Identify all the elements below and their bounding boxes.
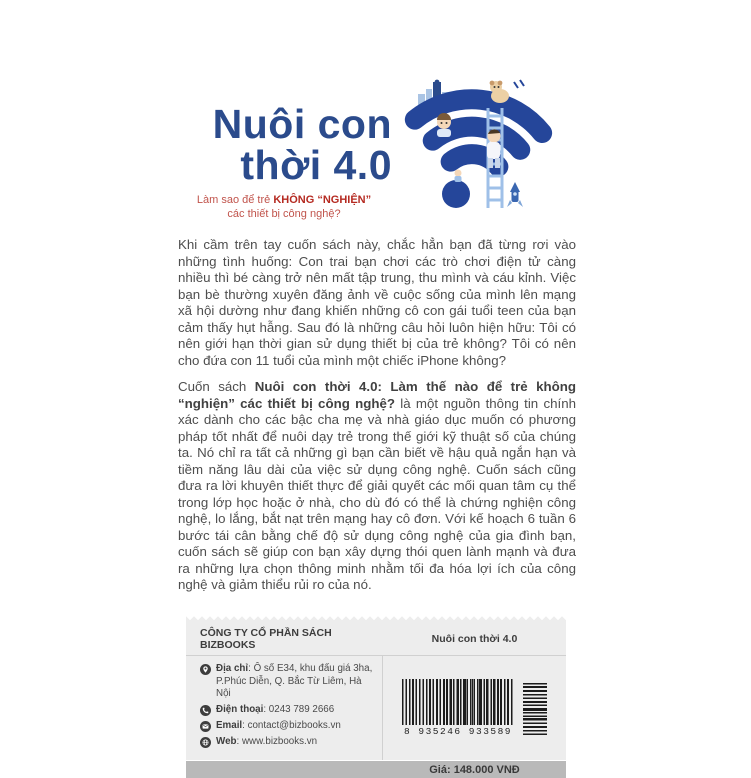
contact-email bbox=[200, 720, 374, 733]
footer-header-row bbox=[186, 622, 566, 656]
contact-value: : Ô số E34, khu đấu giá 3ha, P.Phúc Diễn, Q. Bắc Từ Liêm, Hà Nội bbox=[216, 663, 373, 699]
email-icon bbox=[200, 721, 211, 732]
subtitle-line2: các thiết bị công nghệ? bbox=[227, 208, 341, 220]
barcode-number: 8 935246 933589 bbox=[403, 726, 512, 737]
contact-web bbox=[200, 736, 374, 749]
location-icon bbox=[200, 664, 211, 675]
contact-label: Email bbox=[216, 720, 243, 731]
subtitle-emphasis: KHÔNG “NGHIỆN” bbox=[273, 194, 372, 206]
book-title-line1: Nuôi con bbox=[212, 101, 392, 147]
footer-book-title: Nuôi con thời 4.0 bbox=[431, 632, 518, 645]
rocket-icon bbox=[507, 182, 523, 207]
phone-icon bbox=[200, 705, 211, 716]
book-subtitle bbox=[176, 193, 392, 221]
subtitle-prefix: Làm sao để trẻ bbox=[196, 194, 274, 206]
contact-list bbox=[186, 656, 383, 760]
contact-value: : www.bizbooks.vn bbox=[236, 736, 318, 747]
price-bar bbox=[186, 761, 566, 778]
footer-columns bbox=[186, 656, 566, 760]
contact-value: : 0243 789 2666 bbox=[263, 704, 335, 715]
contact-label: Địa chỉ bbox=[216, 663, 249, 674]
publisher-footer bbox=[186, 616, 566, 778]
barcode-secondary bbox=[523, 681, 547, 735]
book-title-line2: thời 4.0 bbox=[240, 142, 392, 188]
contact-label: Web bbox=[216, 736, 237, 747]
book-title-block bbox=[176, 101, 392, 221]
wifi-signal-icon bbox=[384, 74, 580, 222]
paragraph: Cuốn sách Nuôi con thời 4.0: Làm thế nào để trẻ không “nghiện” các thiết bị công nghệ? là một nguồn thông tin chính xác dành cho các bậc cha mẹ và nhà giáo dục muốn có phương pháp tốt nhất để nuôi dạy trẻ trong thế giới kỹ thuật số của chúng ta. Nó chỉ ra tất cả những gì bạn cần biết về hậu quả ngắn hạn và tiềm năng lâu dài của việc sử dụng công nghệ. Cuốn sách cũng đưa ra lời khuyên thiết thực để giải quyết các mối quan tâm cụ thể trong lớp học hoặc ở nhà, cho dù đó có thể là chứng nghiện công nghệ, lo lắng, bắt nạt trên mạng hay cô đơn. Với kế hoạch 6 tuần 6 bước tái cân bằng chế độ sử dụng công nghệ của gia đình bạn, cuốn sách sẽ giúp con bạn xây dựng thói quen lành mạnh và đưa ra những lựa chọn thông minh nhằm tối đa hóa lợi ích của công nghệ và giảm thiểu rủi ro của nó. bbox=[178, 379, 577, 592]
wifi-dot bbox=[442, 180, 470, 208]
web-icon bbox=[200, 737, 211, 748]
contact-value: : contact@bizbooks.vn bbox=[242, 720, 341, 731]
paragraph: Khi cầm trên tay cuốn sách này, chắc hẳn bạn đã từng rơi vào những tình huống: Con trai bạn chơi các trò chơi điện tử càng nhiều thì bé càng trở nên mất tập trung, thu mình và cáu kỉnh. Việc bạn bè thường xuyên đăng ảnh về cuộc sống của mình lên mạng xã hội dường như đang khiến những cô con gái tuổi teen của bạn cảm thấy hụt hẫng. Sau đó là những câu hỏi luôn hiện hữu: Tôi có nên giới hạn thời gian sử dụng thiết bị của trẻ không? Tôi có nên cho đứa con 11 tuổi của mình một chiếc iPhone không? bbox=[178, 237, 576, 368]
barcode-main bbox=[402, 679, 514, 737]
barcode-bars bbox=[402, 679, 514, 725]
back-cover-description bbox=[178, 237, 576, 604]
dog-icon bbox=[490, 80, 524, 103]
contact-phone bbox=[200, 704, 374, 717]
baby-icon bbox=[437, 113, 451, 137]
footer-main bbox=[186, 622, 566, 760]
contact-address bbox=[200, 663, 374, 701]
body-paragraphs bbox=[178, 237, 576, 594]
publisher-name: CÔNG TY CỔ PHẦN SÁCH BIZBOOKS bbox=[200, 627, 332, 651]
small-figure-icon bbox=[455, 170, 462, 183]
wifi-illustration bbox=[384, 74, 580, 222]
price-label: Giá: 148.000 VNĐ bbox=[429, 763, 520, 776]
barcode-area bbox=[383, 656, 566, 760]
contact-label: Điện thoại bbox=[216, 704, 264, 715]
